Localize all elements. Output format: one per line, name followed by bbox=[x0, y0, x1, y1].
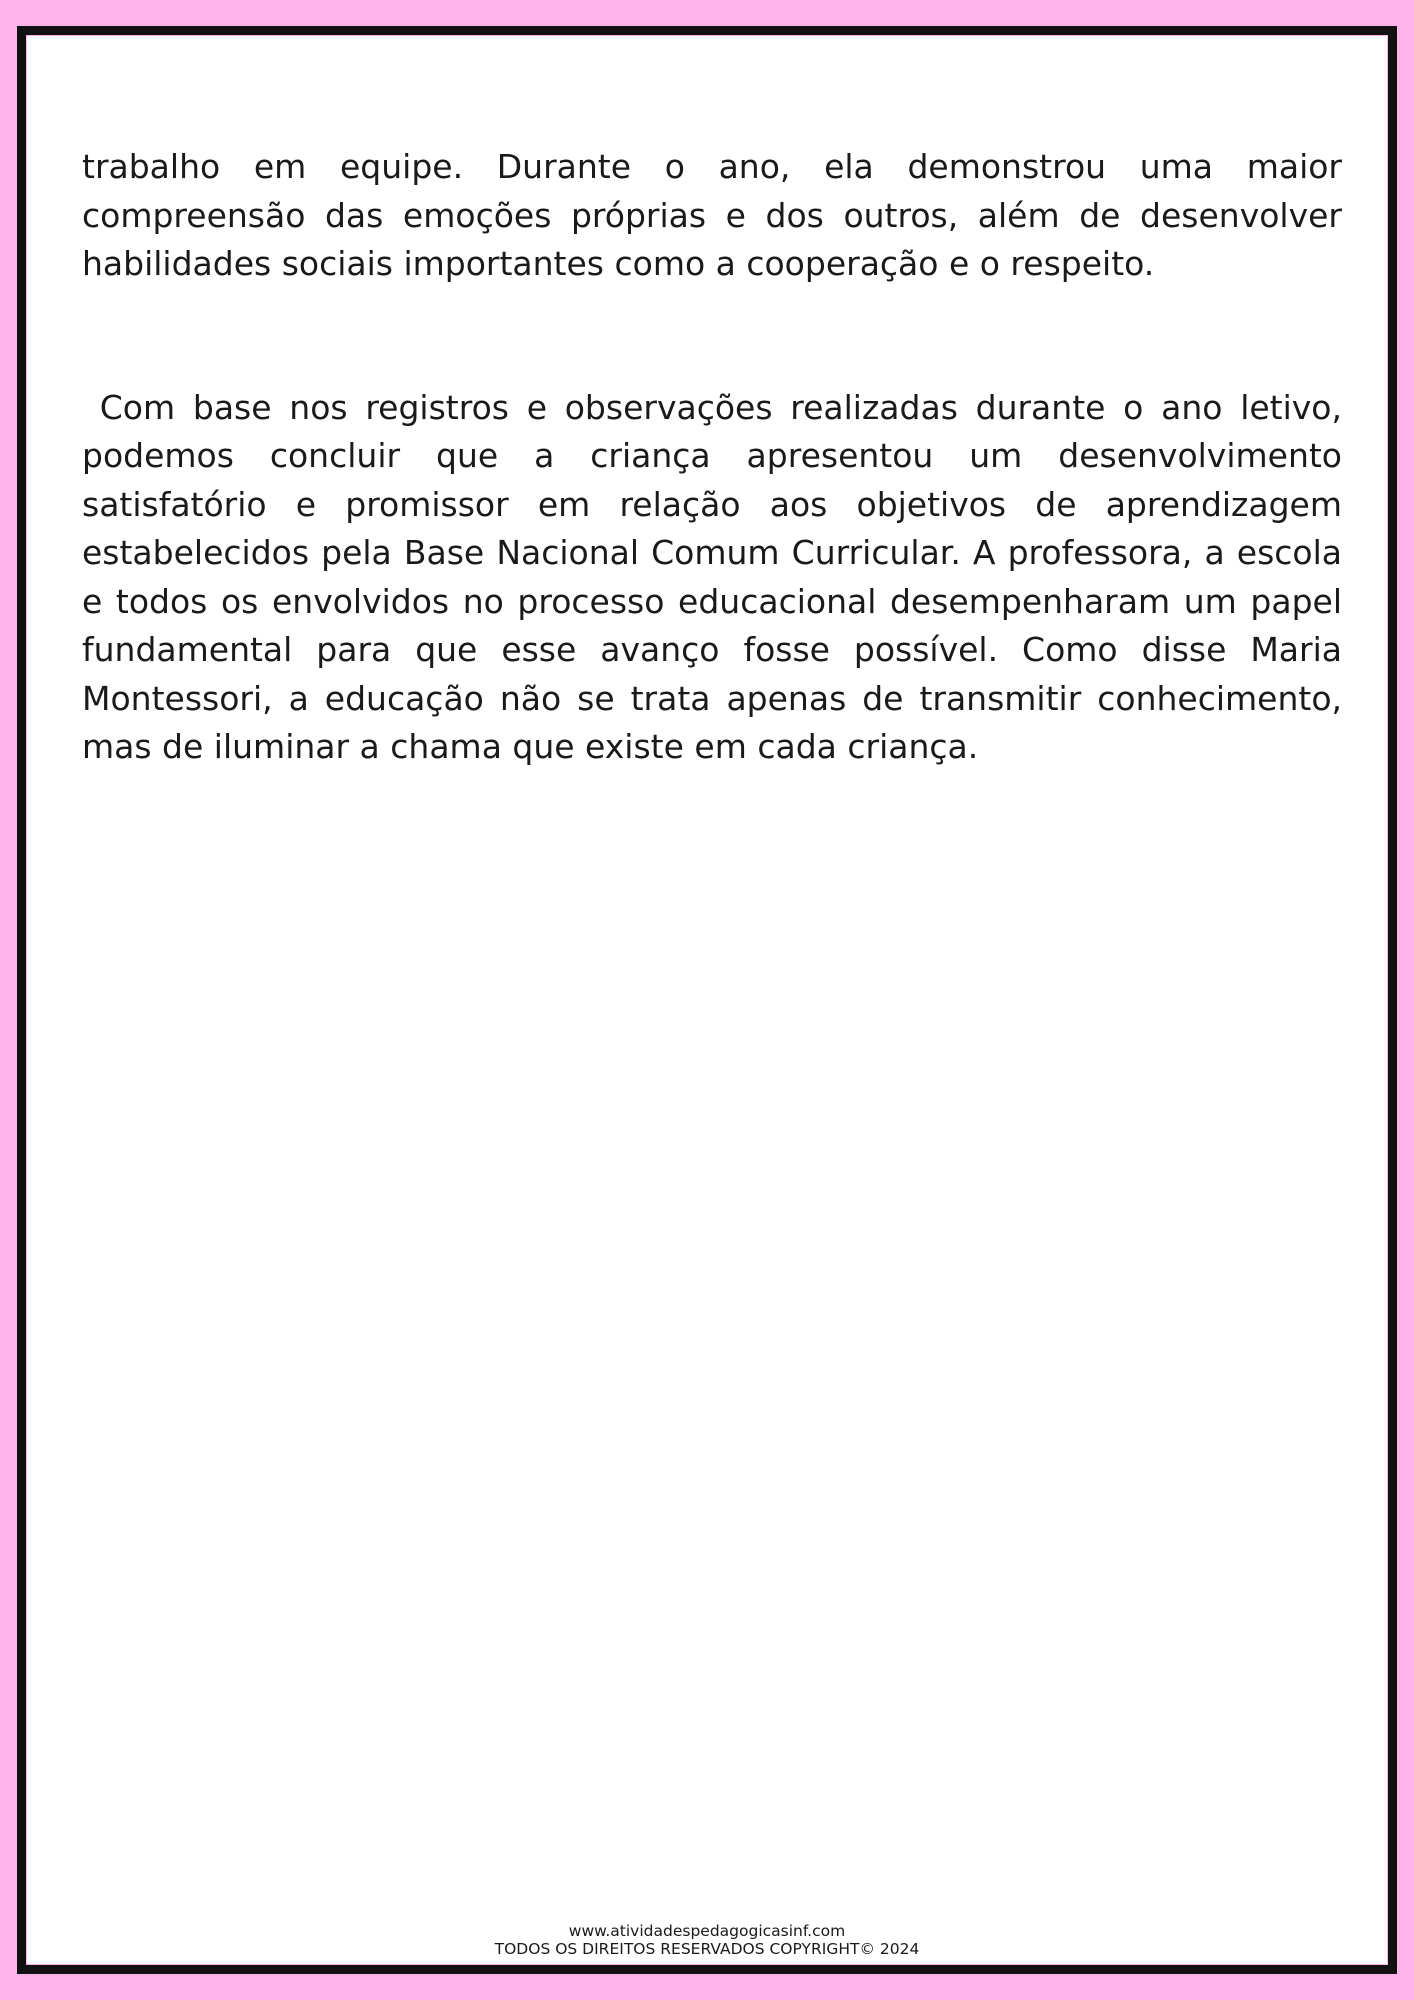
page-frame bbox=[17, 26, 1397, 1974]
footer-copyright: TODOS OS DIREITOS RESERVADOS COPYRIGHT© 2024 bbox=[494, 1940, 920, 1958]
page-footer bbox=[26, 1922, 1388, 1958]
paragraph-2: Com base nos registros e observações realizadas durante o ano letivo, podemos concluir que a criança apresentou um desenvolvimento satisfatório e promissor em relação aos objetivos de aprendizagem estabelecidos pela Base Nacional Comum Curricular. A professora, a escola e todos os envolvidos no processo educacional desempenharam um papel fundamental para que esse avanço fosse possível. Como disse Maria Montessori, a educação não se trata apenas de transmitir conhecimento, mas de iluminar a chama que existe em cada criança. bbox=[82, 387, 1353, 766]
footer-website: www.atividadespedagogicasinf.com bbox=[568, 1922, 846, 1940]
document-body bbox=[82, 143, 1353, 772]
paragraph-1: trabalho em equipe. Durante o ano, ela demonstrou uma maior compreensão das emoções próprias e dos outros, além de desenvolver habilidades sociais importantes como a cooperação e o respeito. bbox=[82, 147, 1342, 283]
